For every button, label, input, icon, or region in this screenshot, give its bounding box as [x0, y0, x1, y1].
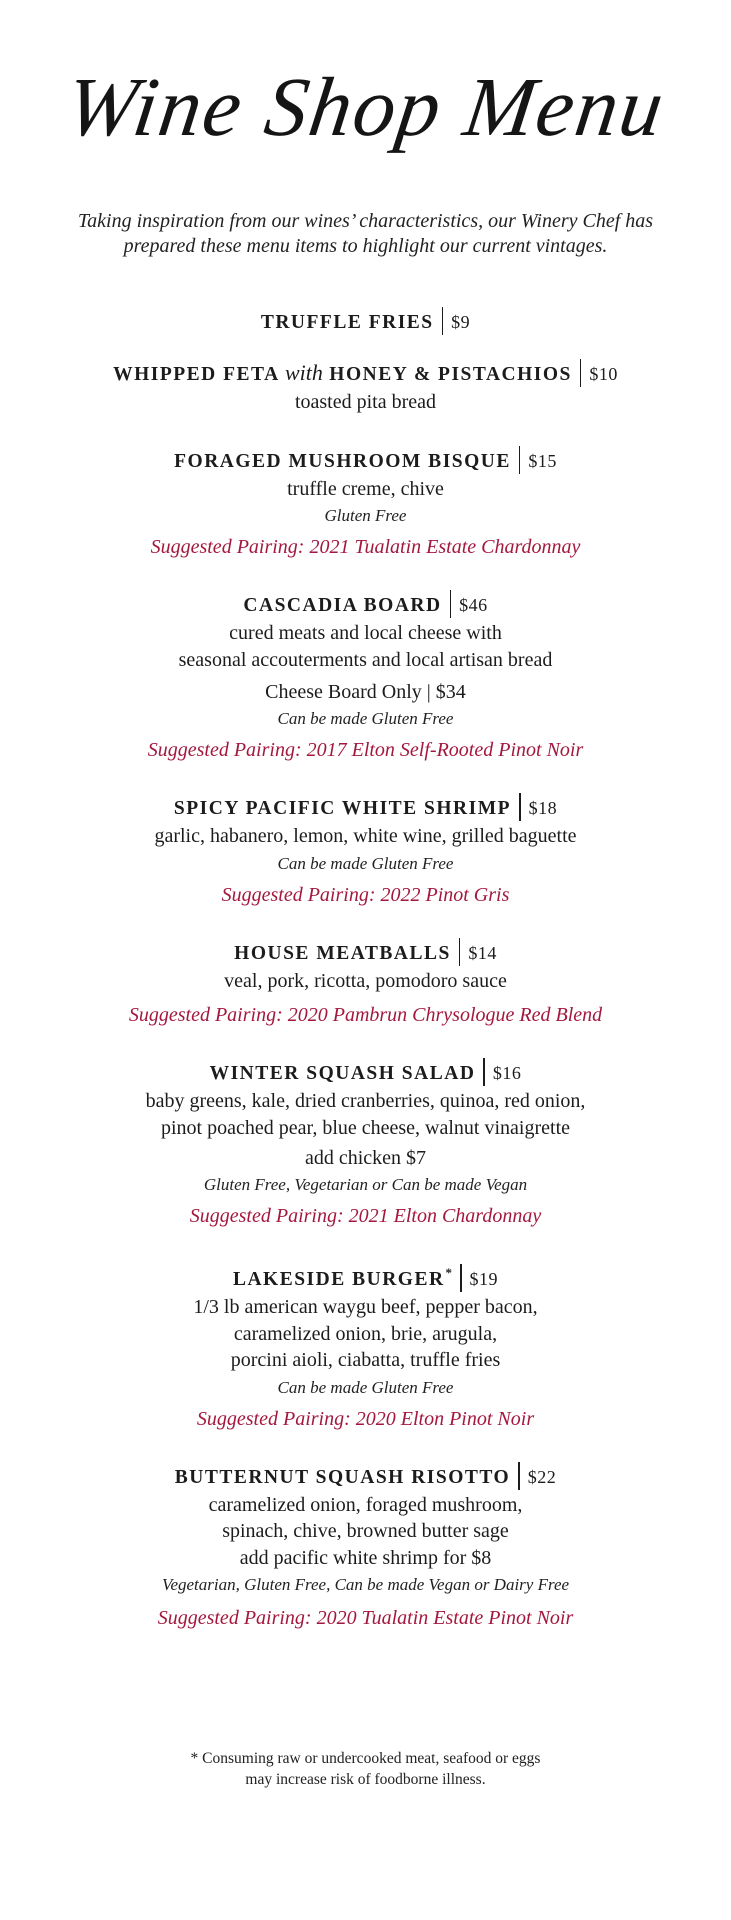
item-name-part: HONEY & PISTACHIOS: [329, 364, 572, 385]
item-price: $18: [528, 798, 558, 818]
item-name-connector: with: [285, 360, 323, 385]
price-divider: [519, 446, 521, 474]
item-heading: [0, 359, 731, 389]
price-divider: [580, 359, 582, 387]
menu-items: [0, 307, 731, 1631]
item-name: TRUFFLE FRIES: [260, 312, 434, 333]
item-name: BUTTERNUT SQUASH RISOTTO: [174, 1466, 511, 1488]
menu-item-spicy-shrimp: [0, 793, 731, 908]
item-heading: [0, 446, 731, 476]
item-description: add pacific white shrimp for $8: [239, 1546, 492, 1569]
item-heading: [0, 938, 731, 968]
item-name: SPICY PACIFIC WHITE SHRIMP: [173, 798, 512, 819]
item-description: veal, pork, ricotta, pomodoro sauce: [224, 969, 507, 992]
intro-line: Taking inspiration from our wines’ characteristics, our Winery Chef has: [77, 210, 654, 232]
item-name: LAKESIDE BURGER: [232, 1269, 445, 1290]
item-price: $22: [527, 1466, 557, 1487]
price-divider: [460, 1264, 462, 1292]
item-option: Cheese Board Only | $34: [265, 681, 466, 703]
item-wine-pairing: Suggested Pairing: 2020 Elton Pinot Noir: [196, 1407, 535, 1430]
item-price: $14: [468, 942, 497, 963]
item-price: $19: [469, 1269, 499, 1289]
item-price: $10: [589, 364, 618, 384]
item-description: pinot poached pear, blue cheese, walnut vinaigrette: [160, 1116, 571, 1139]
menu-item-truffle-fries: [0, 307, 731, 337]
menu-item-mushroom-bisque: [0, 446, 731, 561]
item-heading: [0, 1058, 731, 1088]
item-heading: [0, 590, 731, 620]
item-heading: [0, 307, 731, 337]
item-name: FORAGED MUSHROOM BISQUE: [174, 450, 511, 472]
item-heading: [0, 1259, 731, 1294]
item-wine-pairing: Suggested Pairing: 2017 Elton Self-Rooted Pinot Noir: [147, 739, 584, 761]
item-dietary-note: Gluten Free, Vegetarian or Can be made Vegan: [203, 1175, 528, 1194]
item-price: $9: [451, 312, 471, 332]
item-description: caramelized onion, brie, arugula,: [233, 1322, 498, 1345]
menu-item-lakeside-burger: [0, 1259, 731, 1432]
item-description: seasonal accouterments and local artisan bread: [178, 648, 553, 671]
item-name: [113, 360, 572, 385]
price-divider: [442, 307, 444, 335]
item-price: $15: [528, 450, 557, 471]
item-wine-pairing: Suggested Pairing: 2021 Elton Chardonnay: [189, 1205, 542, 1227]
item-description: 1/3 lb american waygu beef, pepper bacon,: [193, 1296, 538, 1318]
item-dietary-note: Can be made Gluten Free: [277, 709, 454, 728]
item-description: caramelized onion, foraged mushroom,: [208, 1493, 523, 1516]
price-divider: [518, 1462, 520, 1490]
item-description: spinach, chive, browned butter sage: [222, 1520, 509, 1542]
item-wine-pairing: Suggested Pairing: 2020 Tualatin Estate Pinot Noir: [157, 1607, 574, 1629]
item-option: add chicken $7: [304, 1147, 427, 1169]
footnote-line: may increase risk of foodborne illness.: [245, 1771, 486, 1788]
item-heading: [0, 1462, 731, 1492]
item-dietary-note: Can be made Gluten Free: [277, 1377, 454, 1397]
intro-line: prepared these menu items to highlight our current vintages.: [123, 235, 608, 257]
footnote-line: * Consuming raw or undercooked meat, seafood or eggs: [190, 1750, 541, 1767]
price-divider: [519, 793, 521, 821]
footnote-marker: *: [445, 1265, 453, 1280]
item-name: WINTER SQUASH SALAD: [209, 1063, 476, 1084]
item-description: porcini aioli, ciabatta, truffle fries: [230, 1349, 501, 1371]
menu-title: Wine Shop Menu: [60, 61, 671, 154]
menu-item-butternut-risotto: [0, 1462, 731, 1632]
item-dietary-note: Can be made Gluten Free: [277, 853, 454, 873]
item-description: baby greens, kale, dried cranberries, quinoa, red onion,: [145, 1090, 586, 1112]
price-divider: [459, 938, 461, 966]
item-price: $16: [492, 1063, 522, 1083]
menu-item-house-meatballs: [0, 938, 731, 1029]
item-dietary-note: Vegetarian, Gluten Free, Can be made Vegan or Dairy Free: [161, 1575, 570, 1594]
item-price: $46: [459, 595, 488, 615]
menu-intro: [40, 209, 691, 259]
item-heading: [0, 793, 731, 823]
item-wine-pairing: Suggested Pairing: 2020 Pambrun Chrysologue Red Blend: [128, 1004, 603, 1026]
price-divider: [450, 590, 452, 618]
item-description: cured meats and local cheese with: [229, 622, 502, 644]
menu-item-whipped-feta: [0, 359, 731, 416]
item-wine-pairing: Suggested Pairing: 2022 Pinot Gris: [221, 883, 510, 906]
item-description: garlic, habanero, lemon, white wine, grilled baguette: [154, 825, 577, 847]
item-description: truffle creme, chive: [287, 477, 444, 500]
menu-item-cascadia-board: [0, 590, 731, 763]
item-name: CASCADIA BOARD: [243, 595, 442, 616]
item-wine-pairing: Suggested Pairing: 2021 Tualatin Estate Chardonnay: [150, 536, 581, 558]
item-dietary-note: Gluten Free: [324, 506, 407, 525]
item-name: HOUSE MEATBALLS: [234, 942, 451, 964]
menu-item-winter-squash-salad: [0, 1058, 731, 1229]
item-name-part: WHIPPED FETA: [113, 364, 279, 385]
item-description: toasted pita bread: [294, 391, 437, 413]
price-divider: [483, 1058, 485, 1086]
health-disclaimer: [0, 1748, 731, 1790]
